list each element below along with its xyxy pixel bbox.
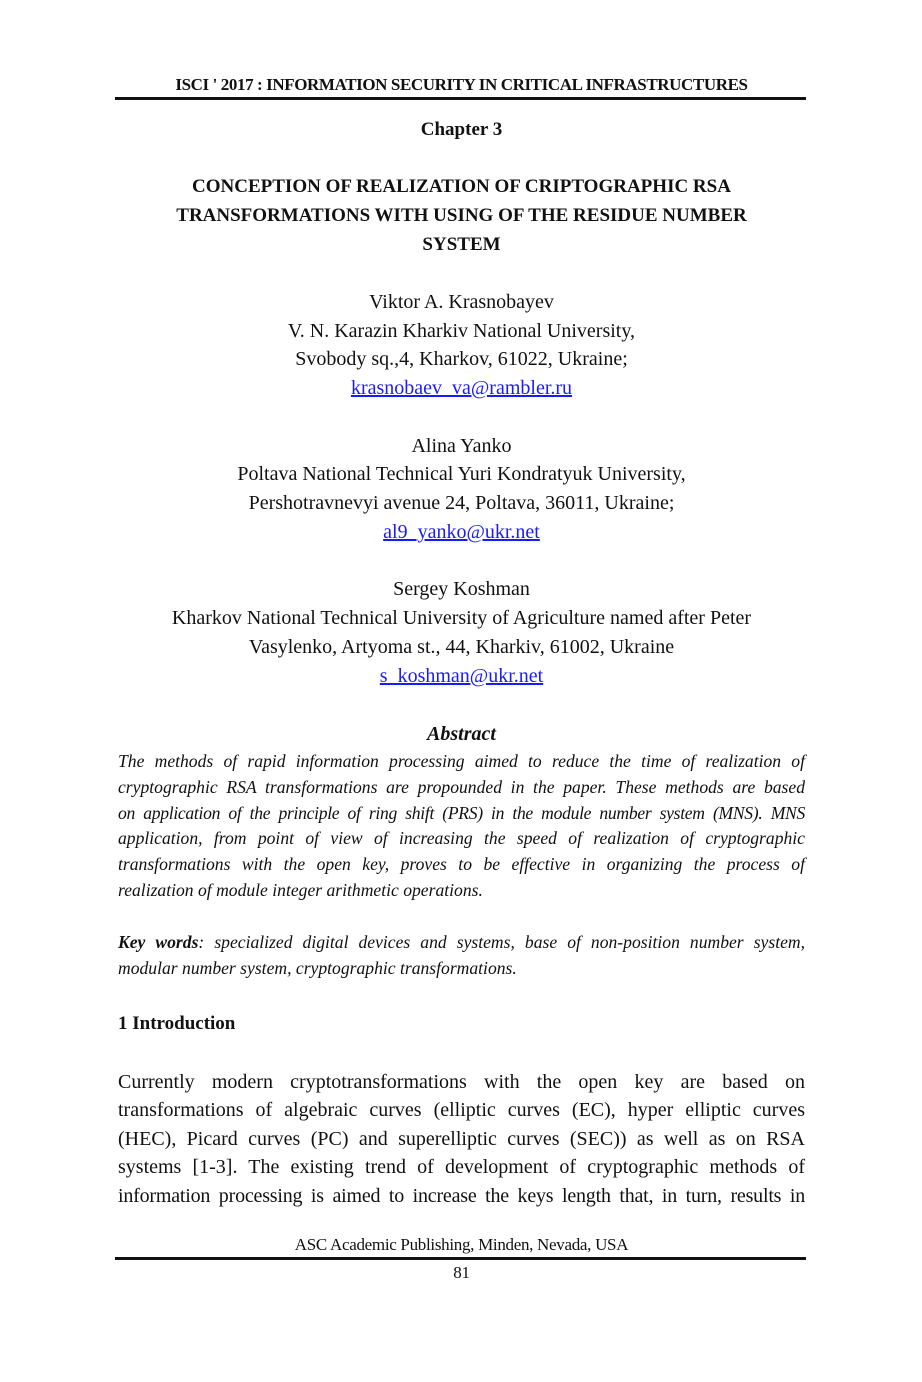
author-affiliation: Pershotravnevyi avenue 24, Poltava, 36011, Ukraine;: [248, 492, 675, 514]
author-affiliation: V. N. Karazin Kharkiv National University,: [287, 320, 636, 342]
author-affiliation: Vasylenko, Artyoma st., 44, Kharkiv, 61002, Ukraine: [248, 636, 675, 658]
abstract-line: The methods of rapid information processing aimed to reduce the time of realization of: [118, 751, 805, 771]
author-email-link[interactable]: krasnobaev_va@rambler.ru: [350, 377, 573, 399]
author-affiliation: Svobody sq.,4, Kharkov, 61022, Ukraine;: [295, 348, 628, 370]
author-email-link[interactable]: s_koshman@ukr.net: [379, 665, 544, 687]
abstract-line: transformations with the open key, proves to be effective in organizing the process of: [118, 854, 805, 874]
author-affiliation: Poltava National Technical Yuri Kondratyuk University,: [237, 463, 686, 485]
body-line: information processing is aimed to increase the keys length that, in turn, results in: [118, 1185, 805, 1207]
abstract-line: realization of module integer arithmetic operations.: [118, 880, 483, 900]
body-line: transformations of algebraic curves (elliptic curves (EC), hyper elliptic curves: [118, 1099, 805, 1121]
page-number: 81: [453, 1263, 470, 1282]
running-header: ISCI ' 2017 : INFORMATION SECURITY IN CRITICAL INFRASTRUCTURES: [175, 75, 748, 94]
publisher-footer: ASC Academic Publishing, Minden, Nevada, USA: [294, 1235, 629, 1254]
header-rule: [115, 97, 806, 100]
footer-rule: [115, 1257, 806, 1260]
body-line: (HEC), Picard curves (PC) and superelliptic curves (SEC)) as well as on RSA: [118, 1128, 805, 1150]
section-heading: 1 Introduction: [118, 1013, 236, 1034]
title-line: TRANSFORMATIONS WITH USING OF THE RESIDUE NUMBER: [176, 205, 747, 226]
title-line: CONCEPTION OF REALIZATION OF CRIPTOGRAPHIC RSA: [192, 176, 731, 197]
abstract-heading: Abstract: [427, 723, 496, 745]
title-line: SYSTEM: [422, 234, 501, 255]
abstract-line: cryptographic RSA transformations are propounded in the paper. These methods are based: [118, 777, 805, 797]
keywords-label: Key words: [118, 932, 199, 952]
author-name: Alina Yanko: [411, 435, 512, 457]
body-line: systems [1-3]. The existing trend of development of cryptographic methods of: [118, 1156, 805, 1178]
body-line: Currently modern cryptotransformations with the open key are based on: [118, 1071, 805, 1093]
keywords-text: : specialized digital devices and systems, base of non-position number system,: [198, 932, 805, 952]
author-name: Sergey Koshman: [393, 578, 530, 600]
abstract-line: on application of the principle of ring shift (PRS) in the module number system (MNS). MNS: [118, 803, 805, 823]
keywords-line: modular number system, cryptographic transformations.: [118, 958, 517, 978]
author-name: Viktor A. Krasnobayev: [369, 291, 554, 313]
abstract-line: application, from point of view of increasing the speed of realization of cryptographic: [118, 828, 805, 848]
author-affiliation: Kharkov National Technical University of Agriculture named after Peter: [171, 607, 752, 629]
author-email-link[interactable]: al9_yanko@ukr.net: [383, 521, 540, 543]
keywords-line: [118, 930, 805, 954]
chapter-label: Chapter 3: [420, 119, 503, 140]
